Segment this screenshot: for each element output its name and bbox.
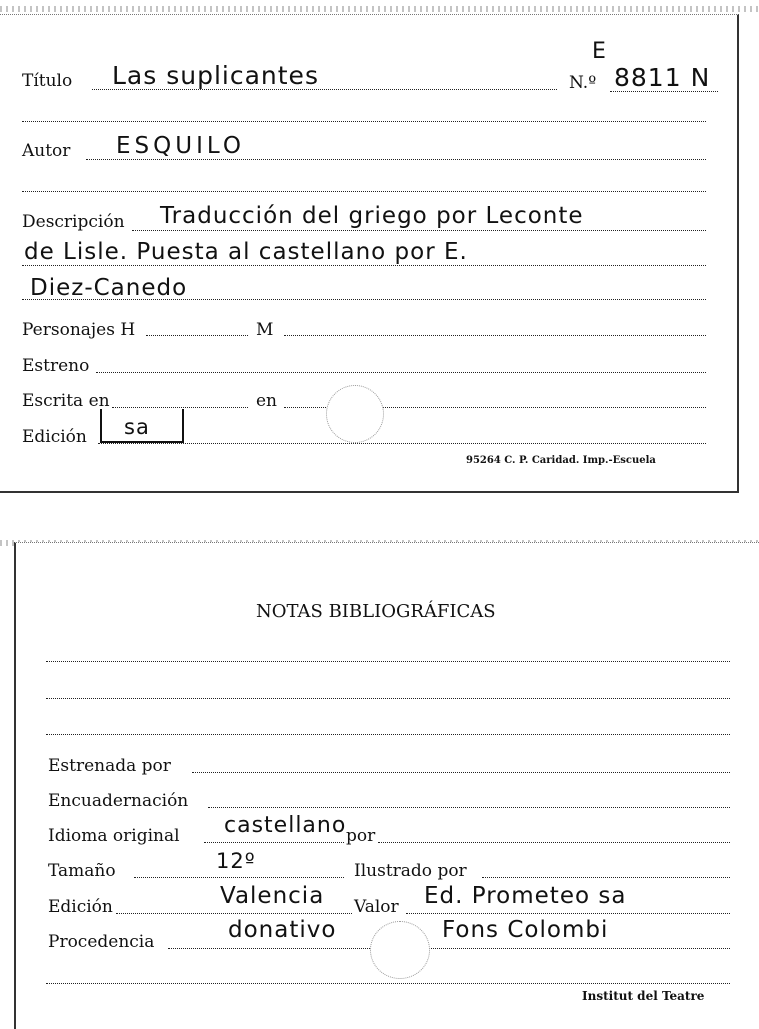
personajes-m-line — [284, 335, 706, 336]
numero-line — [610, 91, 718, 92]
idioma-line — [204, 842, 344, 843]
punch-mark — [326, 385, 384, 443]
idioma-value: castellano — [224, 813, 347, 838]
autor-label: Autor — [22, 141, 71, 161]
idioma-por-line — [378, 842, 730, 843]
ilustrado-label: Ilustrado por — [354, 861, 467, 881]
notas-line-3 — [46, 734, 730, 735]
printer-footer: 95264 C. P. Caridad. Imp.-Escuela — [466, 455, 656, 466]
escrita-en-label: en — [256, 391, 278, 411]
descripcion-line-1 — [132, 230, 706, 231]
estrenada-label: Estrenada por — [48, 756, 171, 776]
descripcion-line-2 — [22, 265, 706, 266]
escrita-line-1 — [112, 407, 248, 408]
valor-label: Valor — [354, 897, 399, 917]
edicion-value: sa — [124, 415, 150, 439]
titulo-label: Título — [22, 71, 73, 91]
catalog-card-back — [14, 542, 759, 1029]
blank-line-1 — [22, 121, 706, 122]
numero-label: N.º — [569, 73, 597, 93]
blank-line-2 — [22, 191, 706, 192]
tamano-value: 12º — [216, 849, 256, 873]
numero-value: 8811 N — [614, 63, 711, 92]
descripcion-value-1: Traducción del griego por Leconte — [160, 203, 584, 229]
institution-footer: Institut del Teatre — [582, 989, 705, 1003]
numero-superscript: E — [592, 39, 607, 64]
edicion-back-value: Valencia — [220, 883, 325, 909]
encuadernacion-label: Encuadernación — [48, 791, 189, 811]
procedencia-label: Procedencia — [48, 932, 155, 952]
valor-value: Ed. Prometeo sa — [424, 883, 627, 909]
estreno-label: Estreno — [22, 356, 90, 376]
personajes-h-line — [146, 335, 248, 336]
notas-line-1 — [46, 661, 730, 662]
personajes-label: Personajes H — [22, 320, 136, 340]
procedencia-value-2: Fons Colombi — [442, 917, 609, 943]
tamano-label: Tamaño — [48, 861, 116, 881]
estreno-line — [96, 372, 706, 373]
personajes-m-label: M — [256, 320, 274, 340]
ilustrado-line — [482, 877, 730, 878]
descripcion-label: Descripción — [22, 212, 125, 232]
autor-value: ESQUILO — [116, 133, 245, 159]
edicion-label: Edición — [22, 427, 87, 447]
idioma-label: Idioma original — [48, 826, 180, 846]
punch-mark-back — [370, 921, 430, 979]
estrenada-line — [192, 772, 730, 773]
valor-line — [406, 913, 730, 914]
idioma-por-label: por — [346, 826, 376, 846]
notas-line-2 — [46, 698, 730, 699]
procedencia-value: donativo — [228, 917, 337, 943]
encuadernacion-line — [208, 807, 730, 808]
descripcion-value-2: de Lisle. Puesta al castellano por E. — [24, 239, 468, 265]
edicion-line — [98, 443, 706, 444]
notas-line-bottom — [46, 983, 730, 984]
descripcion-value-3: Diez-Canedo — [30, 275, 188, 301]
notas-title: NOTAS BIBLIOGRÁFICAS — [256, 601, 496, 622]
procedencia-line — [168, 948, 730, 949]
catalog-card-front — [0, 14, 739, 493]
tamano-line — [134, 877, 344, 878]
autor-line — [86, 159, 706, 160]
titulo-value: Las suplicantes — [112, 61, 319, 90]
edicion-back-line — [116, 913, 352, 914]
escrita-label: Escrita en — [22, 391, 110, 411]
edicion-back-label: Edición — [48, 897, 113, 917]
